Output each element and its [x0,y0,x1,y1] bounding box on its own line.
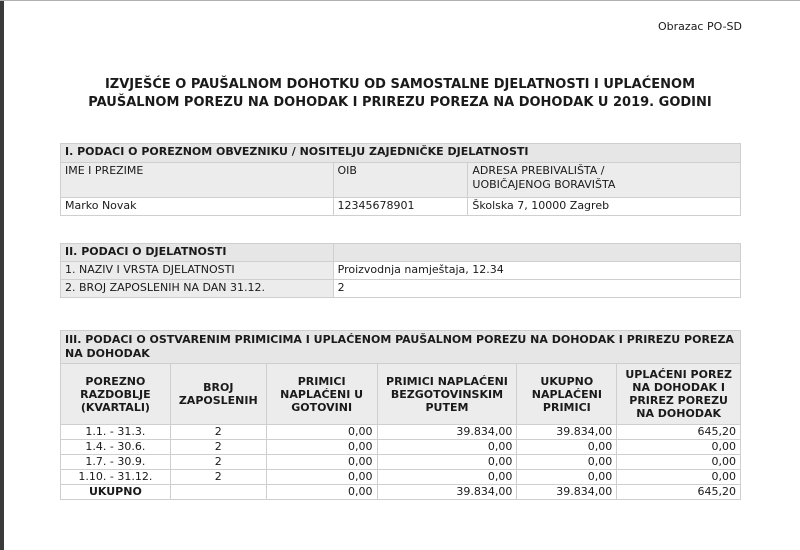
total-cell: 39.834,00 [517,425,617,440]
oib-label: OIB [333,163,468,198]
section3-heading: III. PODACI O OSTVARENIM PRIMICIMA I UPLAĆENOM PAUŠALNOM POREZU NA DOHODAK I PRIREZU POREZA NA DOHODAK [61,331,741,364]
value-row [61,198,741,216]
total-label: UKUPNO [61,485,171,500]
col-header-employees: BROJ ZAPOSLENIH [170,364,266,425]
tax-cell: 0,00 [617,440,741,455]
col-header-cash: PRIMICI NAPLAĆENI U GOTOVINI [266,364,377,425]
cashless-cell: 0,00 [377,455,517,470]
label-row [61,163,741,198]
cashless-cell: 0,00 [377,470,517,485]
oib-value: 12345678901 [333,198,468,216]
col-header-cashless: PRIMICI NAPLAĆENI BEZGOTOVINSKIM PUTEM [377,364,517,425]
employees-cell: 2 [170,425,266,440]
receipts-table [60,330,741,500]
cash-cell: 0,00 [266,470,377,485]
section-heading-row [61,244,741,262]
employees-cell: 2 [170,455,266,470]
address-label-line-1: ADRESA PREBIVALIŠTA / [472,164,605,177]
activity-table [60,243,741,298]
col-header-tax: UPLAĆENI POREZ NA DOHODAK I PRIREZ POREZU NA DOHODAK [617,364,741,425]
employees-cell: 2 [170,470,266,485]
total-cell: 0,00 [517,470,617,485]
address-label-line-2: UOBIČAJENOG BORAVIŠTA [472,178,616,191]
cash-cell: 0,00 [266,425,377,440]
table-row [61,425,741,440]
employees-row [61,280,741,298]
employees-value: 2 [333,280,740,298]
total-cell: 0,00 [517,455,617,470]
section-heading-row [61,331,741,364]
cash-cell: 0,00 [266,455,377,470]
name-value: Marko Novak [61,198,334,216]
col-header-total: UKUPNO NAPLAĆENI PRIMICI [517,364,617,425]
table-row [61,470,741,485]
section2-heading: II. PODACI O DJELATNOSTI [61,244,334,262]
address-value: Školska 7, 10000 Zagreb [468,198,741,216]
taxpayer-table [60,143,741,216]
activity-label: 1. NAZIV I VRSTA DJELATNOSTI [61,262,334,280]
tax-cell: 645,20 [617,425,741,440]
activity-value: Proizvodnja namještaja, 12.34 [333,262,740,280]
cashless-cell: 39.834,00 [377,425,517,440]
employees-cell: 2 [170,440,266,455]
activity-row [61,262,741,280]
period-cell: 1.1. - 31.3. [61,425,171,440]
col-header-period: POREZNO RAZDOBLJE (KVARTALI) [61,364,171,425]
column-header-row [61,364,741,425]
total-cell: 0,00 [517,440,617,455]
tax-cell: 0,00 [617,470,741,485]
section-heading-row [61,144,741,163]
table-row [61,440,741,455]
title-line-2: PAUŠALNOM POREZU NA DOHODAK I PRIREZU POREZA NA DOHODAK U 2019. GODINI [88,95,712,110]
address-label [468,163,741,198]
page-top-border [0,0,800,1]
total-sum-cell: 39.834,00 [517,485,617,500]
page-edge [0,0,4,550]
total-cash-cell: 0,00 [266,485,377,500]
total-tax-cell: 645,20 [617,485,741,500]
document-title [60,76,740,112]
total-row [61,485,741,500]
title-line-1: IZVJEŠĆE O PAUŠALNOM DOHOTKU OD SAMOSTALNE DJELATNOSTI I UPLAĆENOM [104,77,696,92]
section1-heading: I. PODACI O POREZNOM OBVEZNIKU / NOSITELJU ZAJEDNIČKE DJELATNOSTI [61,144,741,163]
period-cell: 1.10. - 31.12. [61,470,171,485]
cashless-cell: 0,00 [377,440,517,455]
employees-label: 2. BROJ ZAPOSLENIH NA DAN 31.12. [61,280,334,298]
total-employees-cell [170,485,266,500]
name-label: IME I PREZIME [61,163,334,198]
form-code: Obrazac PO-SD [658,20,742,33]
tax-cell: 0,00 [617,455,741,470]
section2-heading-filler [333,244,740,262]
period-cell: 1.4. - 30.6. [61,440,171,455]
cash-cell: 0,00 [266,440,377,455]
total-cashless-cell: 39.834,00 [377,485,517,500]
period-cell: 1.7. - 30.9. [61,455,171,470]
table-row [61,455,741,470]
